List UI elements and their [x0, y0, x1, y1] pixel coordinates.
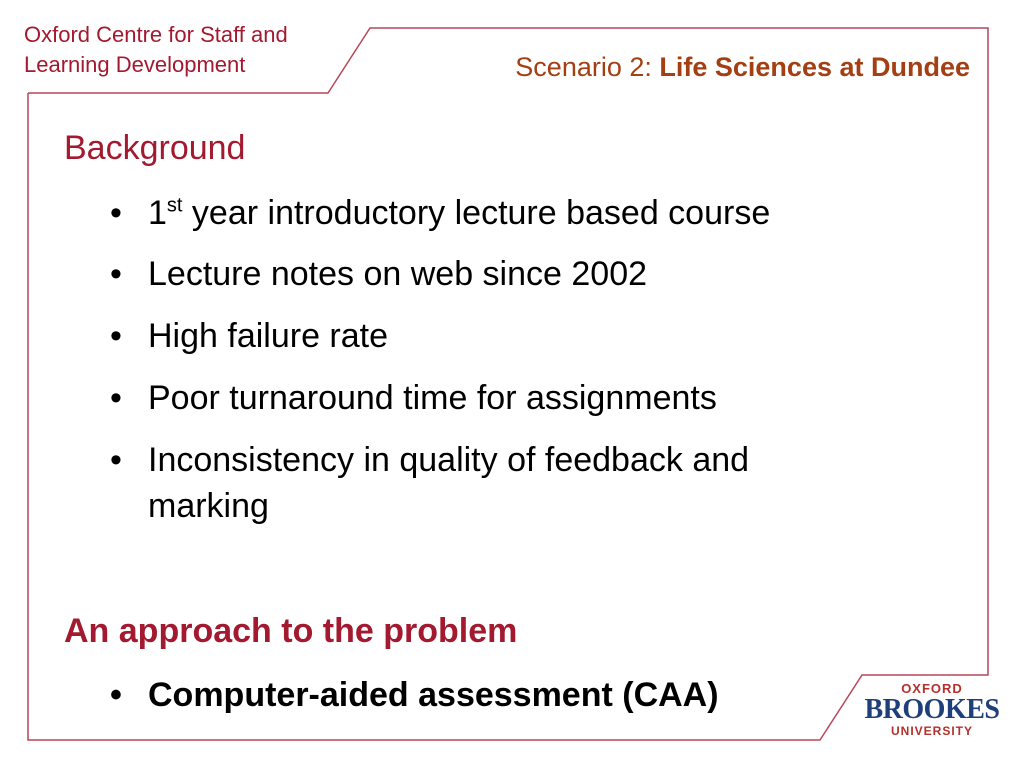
section-heading-approach: An approach to the problem: [64, 612, 518, 650]
bullet-item: [110, 375, 890, 421]
oxford-brookes-logo: [862, 681, 1002, 738]
bullet-glyph: •: [110, 379, 122, 417]
bullet-glyph: •: [110, 255, 122, 293]
bullet-item: [110, 672, 890, 718]
bullet-glyph: •: [110, 676, 122, 714]
logo-line2: BROOKES: [864, 694, 1000, 725]
bullet-ordinal-suffix: st: [166, 194, 183, 217]
section-heading-background: Background: [64, 129, 246, 167]
bullet-item: [110, 190, 890, 236]
bullet-text: Computer-aided assessment (CAA): [148, 676, 719, 714]
bullet-text: Lecture notes on web since 2002: [148, 255, 648, 293]
bullet-glyph: •: [110, 317, 122, 355]
bullet-item: [110, 251, 890, 297]
logo-line3: UNIVERSITY: [890, 724, 973, 738]
bullet-item: [110, 313, 890, 359]
logo-line1: OXFORD: [901, 681, 963, 696]
bullet-text: Poor turnaround time for assignments: [148, 379, 717, 417]
bullet-glyph: •: [110, 194, 122, 232]
bullet-text: High failure rate: [148, 317, 389, 355]
bullet-ordinal: 1: [148, 194, 167, 232]
bullet-text-rest: year introductory lecture based course: [182, 194, 771, 232]
bullet-text: Inconsistency in quality of feedback and marking: [148, 441, 750, 525]
org-name-line2: Learning Development: [24, 52, 246, 77]
org-name: [24, 20, 288, 80]
bullet-text: [148, 190, 890, 236]
slide-title-bold: Life Sciences at Dundee: [659, 52, 970, 82]
bullet-item: [110, 437, 850, 529]
org-name-line1: Oxford Centre for Staff and: [24, 22, 288, 47]
bullet-glyph: •: [110, 441, 122, 479]
slide-title-prefix: Scenario 2:: [515, 52, 660, 82]
slide-title: [515, 50, 970, 84]
